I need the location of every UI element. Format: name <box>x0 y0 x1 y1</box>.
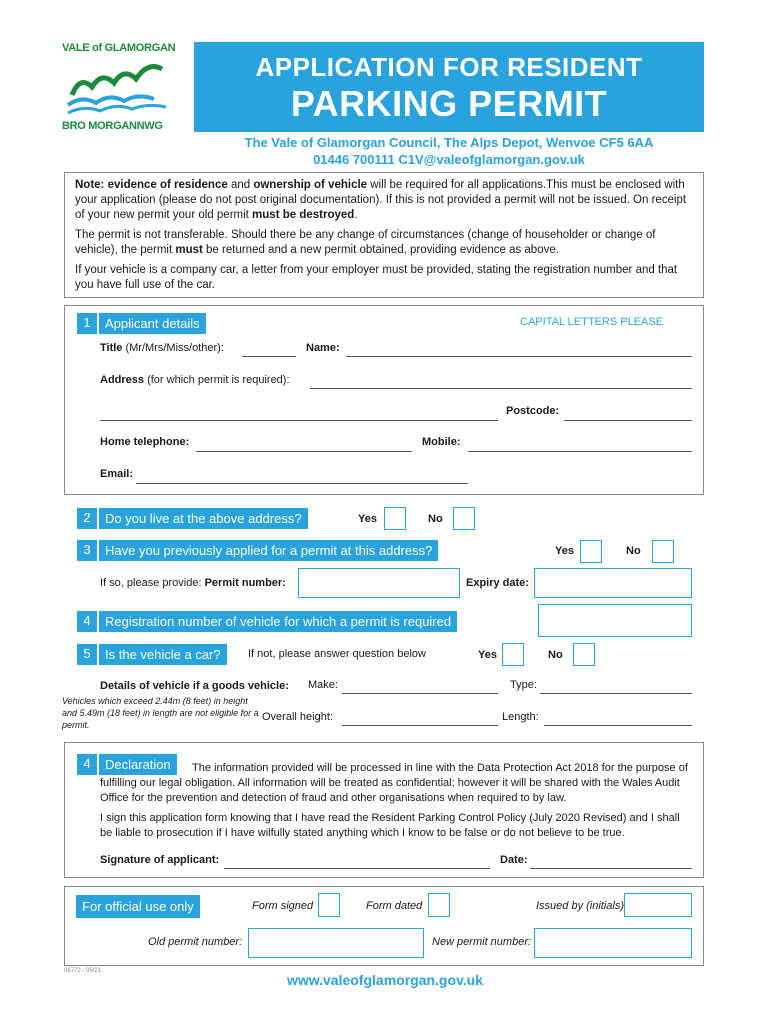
goods-vehicle-details-label: Details of vehicle if a goods vehicle: <box>100 680 289 692</box>
note-bold-ownership: ownership of vehicle <box>253 179 368 191</box>
note-bold-destroyed: must be destroyed <box>252 209 355 221</box>
expiry-date-field[interactable] <box>534 568 692 598</box>
date-label: Date: <box>500 854 528 866</box>
logo-emblem-icon <box>62 55 172 119</box>
note-bold-must: must <box>175 244 203 256</box>
s2-no-label: No <box>428 513 443 525</box>
note-paragraph-2 <box>75 228 693 258</box>
address-field-2[interactable] <box>100 420 498 421</box>
title-label <box>100 342 224 354</box>
section-5-number: 5 <box>77 644 97 665</box>
title-label-bold: Title <box>100 342 123 354</box>
form-code: 06772 - 05/21 <box>64 968 102 974</box>
note-text: will be required for all applications.This must be enclosed with your application (please do not post original documentation). If this is not provided a permit will not be issued. On receipt of your new permit your old permit <box>75 179 687 221</box>
logo-bottom-text: BRO MORGANNWG <box>62 120 163 132</box>
permit-number-field[interactable] <box>298 568 460 598</box>
address-label-text: (for which permit is required): <box>144 374 290 386</box>
capital-letters-note: CAPITAL LETTERS PLEASE <box>520 316 664 328</box>
s3-no-checkbox[interactable] <box>652 540 674 563</box>
section-3-number: 3 <box>77 540 97 561</box>
section-5-title: Is the vehicle a car? <box>99 644 227 665</box>
email-label: Email: <box>100 468 134 480</box>
council-address: The Vale of Glamorgan Council, The Alps Depot, Wenvoe CF5 6AA <box>244 135 654 150</box>
note-text: be returned and a new permit obtained, providing evidence as above. <box>202 244 559 256</box>
address-label-bold: Address <box>100 374 145 386</box>
vehicle-size-note: Vehicles which exceed 2.44m (8 feet) in height and 5.49m (18 feet) in length are not eligible for a permit. <box>62 696 259 730</box>
website-link[interactable]: www.valeofglamorgan.gov.uk <box>286 972 484 988</box>
make-label: Make: <box>308 679 338 691</box>
header-banner <box>194 42 704 132</box>
note-text: The permit is not transferable. Should there be any change of circumstances (change of householder or change of vehicle), the permit <box>75 229 656 256</box>
home-telephone-field[interactable] <box>196 451 412 452</box>
email-field[interactable] <box>136 483 468 484</box>
address-label <box>100 374 290 386</box>
mobile-field[interactable] <box>468 451 692 452</box>
s2-yes-checkbox[interactable] <box>384 507 406 530</box>
old-permit-label: Old permit number: <box>148 936 243 948</box>
overall-height-field[interactable] <box>342 725 498 726</box>
s3-no-label: No <box>626 545 641 557</box>
section-3-title: Have you previously applied for a permit at this address? <box>99 540 438 561</box>
note-bold-residence: Note: evidence of residence <box>75 179 228 191</box>
if-so-label <box>100 577 286 589</box>
section-4-number: 4 <box>77 611 97 632</box>
official-use-title: For official use only <box>76 895 200 918</box>
s5-no-label: No <box>548 649 563 661</box>
if-not-label: If not, please answer question below <box>248 648 426 660</box>
logo-top-text: VALE of GLAMORGAN <box>62 42 176 54</box>
section-1-number: 1 <box>77 313 97 334</box>
type-field[interactable] <box>540 693 692 694</box>
s5-yes-label: Yes <box>478 649 497 661</box>
issued-by-label: Issued by (initials) <box>536 900 625 912</box>
if-so-text: If so, please provide: <box>100 577 202 589</box>
s3-yes-checkbox[interactable] <box>580 540 602 563</box>
section-4-title: Registration number of vehicle for which a permit is required <box>99 611 457 632</box>
signature-label: Signature of applicant: <box>100 854 220 866</box>
type-label: Type: <box>510 679 537 691</box>
postcode-field[interactable] <box>564 420 692 421</box>
signature-field[interactable] <box>224 868 490 869</box>
note-text: and <box>227 179 254 191</box>
title-field[interactable] <box>242 356 296 357</box>
declaration-paragraph-2: I sign this application form knowing that I have read the Resident Parking Control Policy (July 2020 Revised) and I shall be liable to prosecution if I have wilfully stated anything which I know to be false or do not believe to be true. <box>100 812 680 839</box>
note-paragraph-3: If your vehicle is a company car, a letter from your employer must be provided, stating the registration number and that you have full use of the car. <box>75 264 678 291</box>
issued-by-field[interactable] <box>624 893 692 917</box>
new-permit-label: New permit number: <box>432 936 532 948</box>
declaration-paragraph-1: The information provided will be processed in line with the Data Protection Act 2018 for the purpose of fulfilling our legal obligation. All information will be treated as confidential; however it will be shared with the Wales Audit Office for the prevention and detection of fraud and other organisations when required to by law. <box>100 762 688 804</box>
date-field[interactable] <box>530 868 692 869</box>
s2-yes-label: Yes <box>358 513 377 525</box>
length-field[interactable] <box>544 725 692 726</box>
address-field-1[interactable] <box>310 388 692 389</box>
name-field[interactable] <box>346 356 692 357</box>
council-contact: 01446 700111 C1V@valeofglamorgan.gov.uk <box>313 152 585 167</box>
header-title-line1: APPLICATION FOR RESIDENT <box>255 52 643 82</box>
permit-number-label: Permit number: <box>204 577 286 589</box>
declaration-number: 4 <box>77 754 97 775</box>
title-label-text: (Mr/Mrs/Miss/other): <box>122 342 224 354</box>
home-telephone-label: Home telephone: <box>100 436 190 448</box>
name-label: Name: <box>306 342 340 354</box>
s5-no-checkbox[interactable] <box>573 643 595 666</box>
form-dated-checkbox[interactable] <box>428 893 450 917</box>
note-text: . <box>354 209 358 221</box>
declaration-title: Declaration <box>99 754 177 775</box>
section-2-title: Do you live at the above address? <box>99 508 308 529</box>
new-permit-field[interactable] <box>534 928 692 958</box>
note-paragraph-1 <box>75 178 693 223</box>
overall-height-label: Overall height: <box>262 711 333 723</box>
make-field[interactable] <box>342 693 498 694</box>
logo <box>62 42 182 142</box>
mobile-label: Mobile: <box>422 436 461 448</box>
s2-no-checkbox[interactable] <box>453 507 475 530</box>
registration-number-field[interactable] <box>538 604 692 637</box>
postcode-label: Postcode: <box>506 405 560 417</box>
form-dated-label: Form dated <box>366 900 423 912</box>
form-signed-label: Form signed <box>252 900 314 912</box>
expiry-date-label: Expiry date: <box>466 577 529 589</box>
form-signed-checkbox[interactable] <box>318 893 340 917</box>
s3-yes-label: Yes <box>555 545 574 557</box>
section-2-number: 2 <box>77 508 97 529</box>
section-1-title: Applicant details <box>99 313 206 334</box>
length-label: Length: <box>502 711 539 723</box>
header-title-line2: PARKING PERMIT <box>290 83 608 124</box>
s5-yes-checkbox[interactable] <box>502 643 524 666</box>
note-box <box>64 172 704 298</box>
old-permit-field[interactable] <box>248 928 424 958</box>
